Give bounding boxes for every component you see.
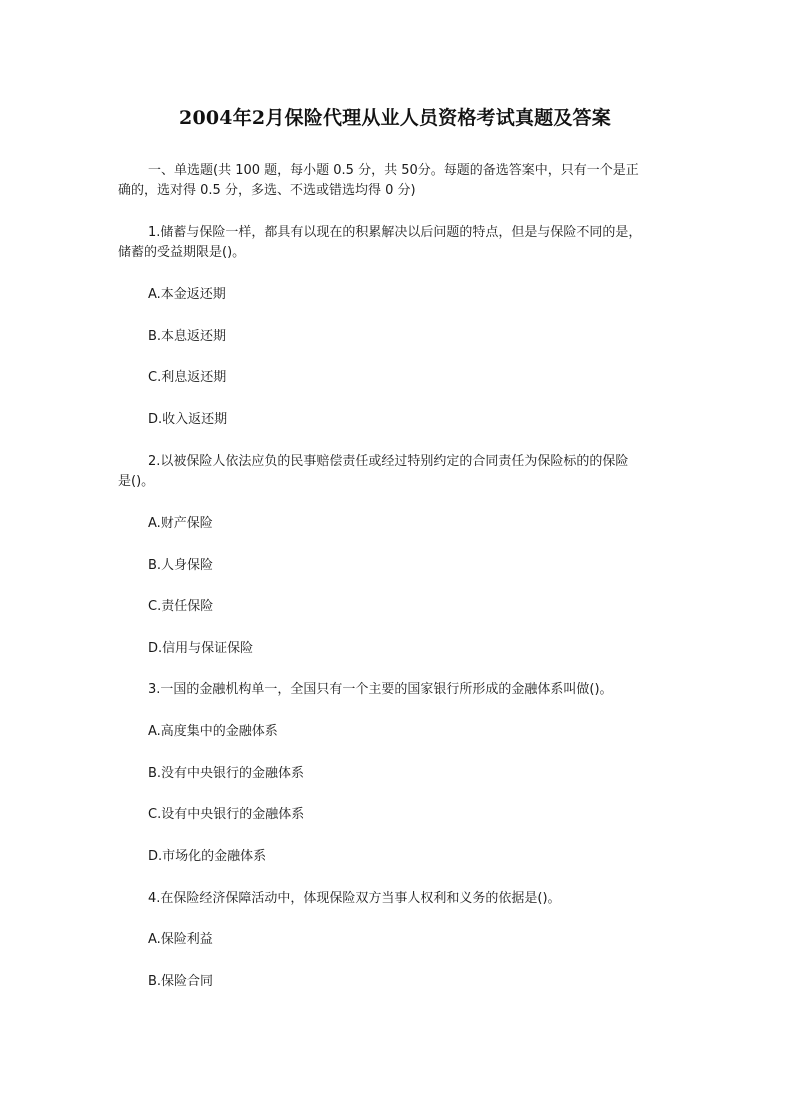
question-2-option-b: B.人身保险	[148, 558, 214, 573]
question-3-option-d: D.市场化的金融体系	[148, 849, 267, 864]
question-1-text: 1.储蓄与保险一样，都具有以现在的积累解决以后问题的特点，但是与保险不同的是，	[148, 225, 642, 240]
question-1-option-d: D.收入返还期	[148, 412, 228, 427]
question-1-text-cont: 储蓄的受益期限是()。	[118, 245, 246, 260]
question-1-option-a: A.本金返还期	[148, 287, 226, 302]
question-2-text-cont: 是()。	[118, 474, 155, 489]
question-4-option-b: B.保险合同	[148, 974, 214, 989]
question-2-option-a: A.财产保险	[148, 516, 213, 531]
question-3-option-b: B.没有中央银行的金融体系	[148, 766, 305, 781]
question-3-option-a: A.高度集中的金融体系	[148, 724, 278, 739]
question-1-option-b: B.本息返还期	[148, 329, 227, 344]
question-1-option-c: C.利息返还期	[148, 370, 227, 385]
question-2-option-d: D.信用与保证保险	[148, 641, 254, 656]
question-4-text: 4.在保险经济保障活动中，体现保险双方当事人权利和义务的依据是()。	[148, 891, 561, 906]
question-2-text: 2.以被保险人依法应负的民事赔偿责任或经过特别约定的合同责任为保险标的的保险	[148, 454, 629, 469]
question-4-option-a: A.保险利益	[148, 932, 213, 947]
question-3-option-c: C.设有中央银行的金融体系	[148, 807, 305, 822]
question-3-text: 3.一国的金融机构单一，全国只有一个主要的国家银行所形成的金融体系叫做()。	[148, 682, 613, 697]
intro-line-2: 确的，选对得 0.5 分，多选、不选或错选均得 0 分)	[118, 183, 416, 198]
intro-line-1: 一、单选题(共 100 题，每小题 0.5 分，共 50分。每题的备选答案中，只有一个是正	[148, 163, 639, 178]
question-2-option-c: C.责任保险	[148, 599, 214, 614]
document-title: 2004年2月保险代理从业人员资格考试真题及答案	[179, 107, 611, 129]
